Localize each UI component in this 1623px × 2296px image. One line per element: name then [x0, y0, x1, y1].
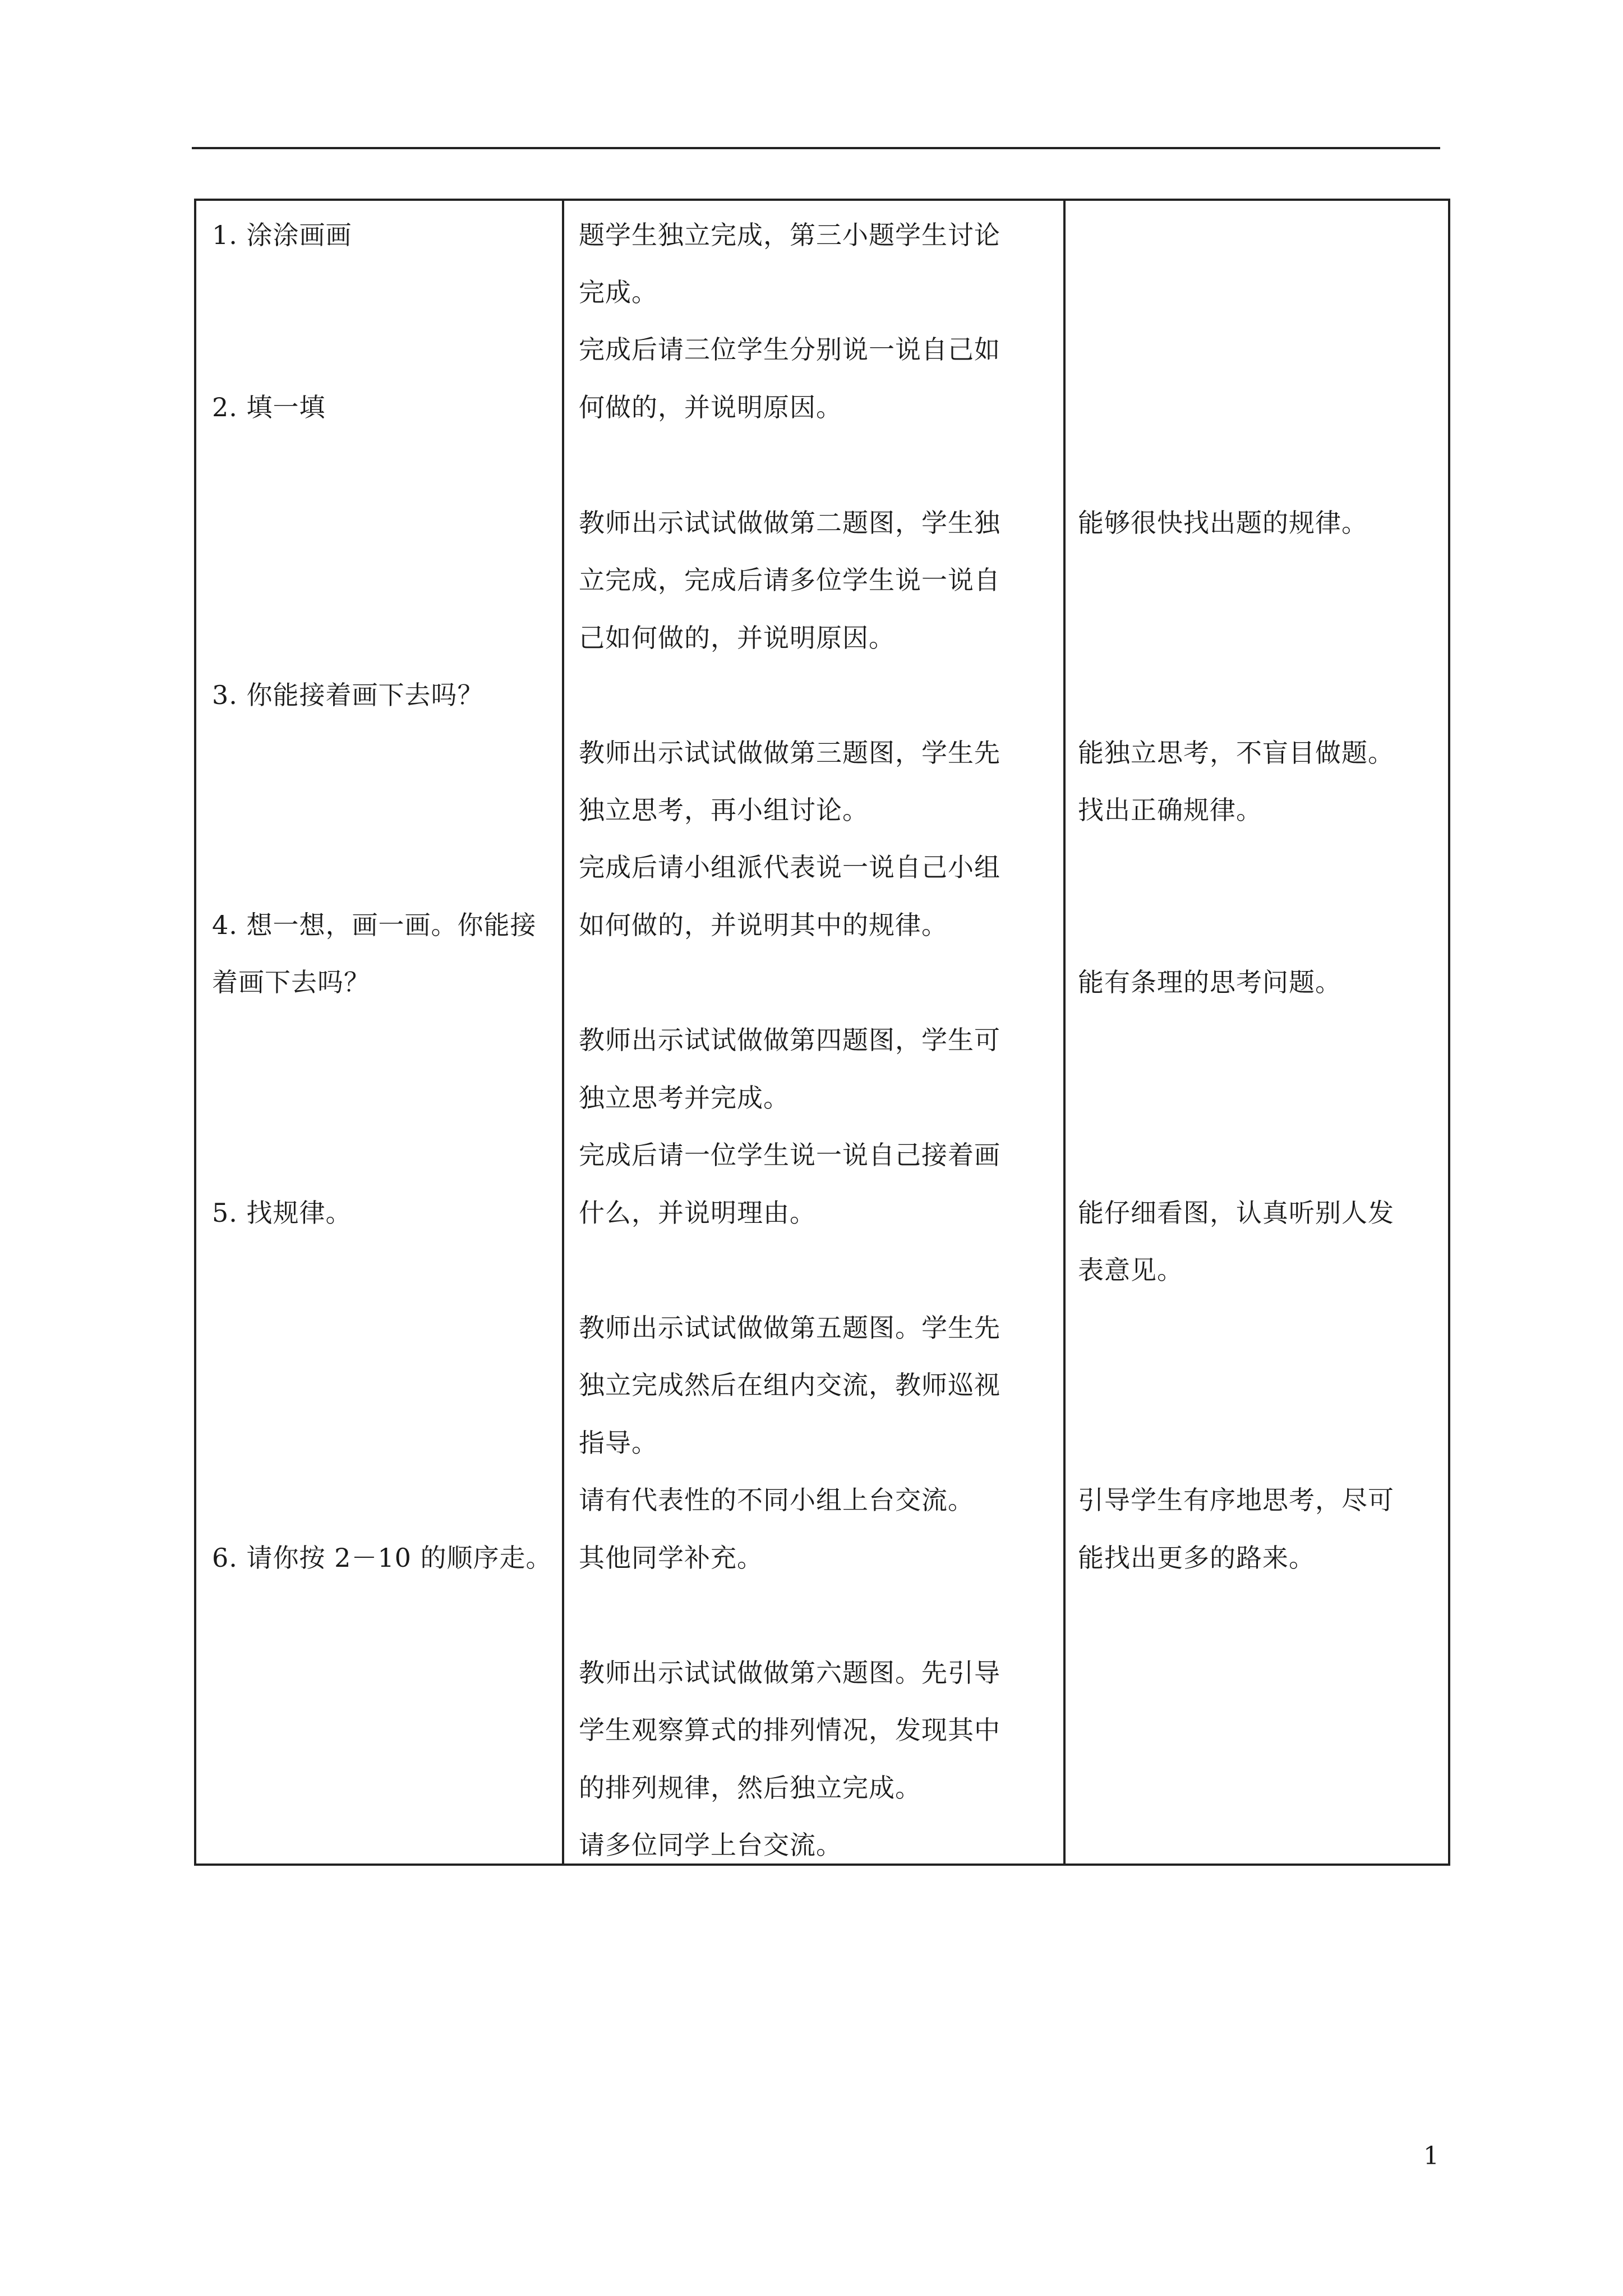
- column-divider-2: [1063, 199, 1066, 1866]
- exercise-2-title: 2. 填一填: [212, 392, 326, 422]
- activity-line: 教师出示试试做做第二题图，学生独: [579, 508, 1000, 538]
- exercise-1-title: 1. 涂涂画画: [212, 220, 352, 250]
- activity-line: 的排列规律，然后独立完成。: [579, 1773, 921, 1803]
- outcome-line: 表意见。: [1078, 1255, 1183, 1285]
- activity-line: 完成后请小组派代表说一说自己小组: [579, 852, 1000, 882]
- activity-line: 独立思考并完成。: [579, 1083, 790, 1113]
- exercise-5-title: 5. 找规律。: [212, 1198, 352, 1228]
- activity-line: 教师出示试试做做第四题图，学生可: [579, 1025, 1000, 1055]
- activity-line: 教师出示试试做做第三题图，学生先: [579, 738, 1000, 768]
- exercise-4-title-line1: 4. 想一想，画一画。你能接: [212, 910, 537, 940]
- outcome-line: 引导学生有序地思考，尽可: [1078, 1485, 1394, 1515]
- activity-line: 立完成，完成后请多位学生说一说自: [579, 565, 1000, 595]
- page-number: 1: [1423, 2142, 1439, 2170]
- activity-line: 其他同学补充。: [579, 1543, 763, 1573]
- activity-line: 什么，并说明理由。: [579, 1198, 816, 1228]
- exercise-6-title: 6. 请你按 2－10 的顺序走。: [212, 1543, 552, 1573]
- activity-line: 指导。: [579, 1428, 658, 1458]
- activity-line: 请有代表性的不同小组上台交流。: [579, 1485, 974, 1515]
- exercise-3-title: 3. 你能接着画下去吗？: [212, 680, 484, 710]
- activity-line: 完成后请一位学生说一说自己接着画: [579, 1140, 1000, 1170]
- header-rule: [192, 147, 1440, 149]
- outcome-line: 找出正确规律。: [1078, 795, 1262, 825]
- exercise-4-title-line2: 着画下去吗？: [212, 967, 370, 997]
- outcome-line: 能独立思考，不盲目做题。: [1078, 738, 1394, 768]
- activity-line: 如何做的，并说明其中的规律。: [579, 910, 948, 940]
- activity-line: 教师出示试试做做第五题图。学生先: [579, 1313, 1000, 1343]
- activity-line: 题学生独立完成，第三小题学生讨论: [579, 220, 1000, 250]
- column-divider-1: [562, 199, 564, 1866]
- activity-line: 请多位同学上台交流。: [579, 1830, 842, 1860]
- activity-line: 己如何做的，并说明原因。: [579, 623, 895, 653]
- activity-line: 独立完成然后在组内交流，教师巡视: [579, 1370, 1000, 1400]
- outcome-line: 能仔细看图，认真听别人发: [1078, 1198, 1394, 1228]
- outcome-line: 能有条理的思考问题。: [1078, 967, 1341, 997]
- activity-line: 教师出示试试做做第六题图。先引导: [579, 1658, 1000, 1688]
- outcome-line: 能够很快找出题的规律。: [1078, 508, 1368, 538]
- activity-line: 何做的，并说明原因。: [579, 392, 842, 422]
- outcome-line: 能找出更多的路来。: [1078, 1543, 1315, 1573]
- activity-line: 独立思考，再小组讨论。: [579, 795, 869, 825]
- activity-line: 完成后请三位学生分别说一说自己如: [579, 334, 1000, 365]
- activity-line: 完成。: [579, 277, 658, 307]
- activity-line: 学生观察算式的排列情况，发现其中: [579, 1715, 1000, 1745]
